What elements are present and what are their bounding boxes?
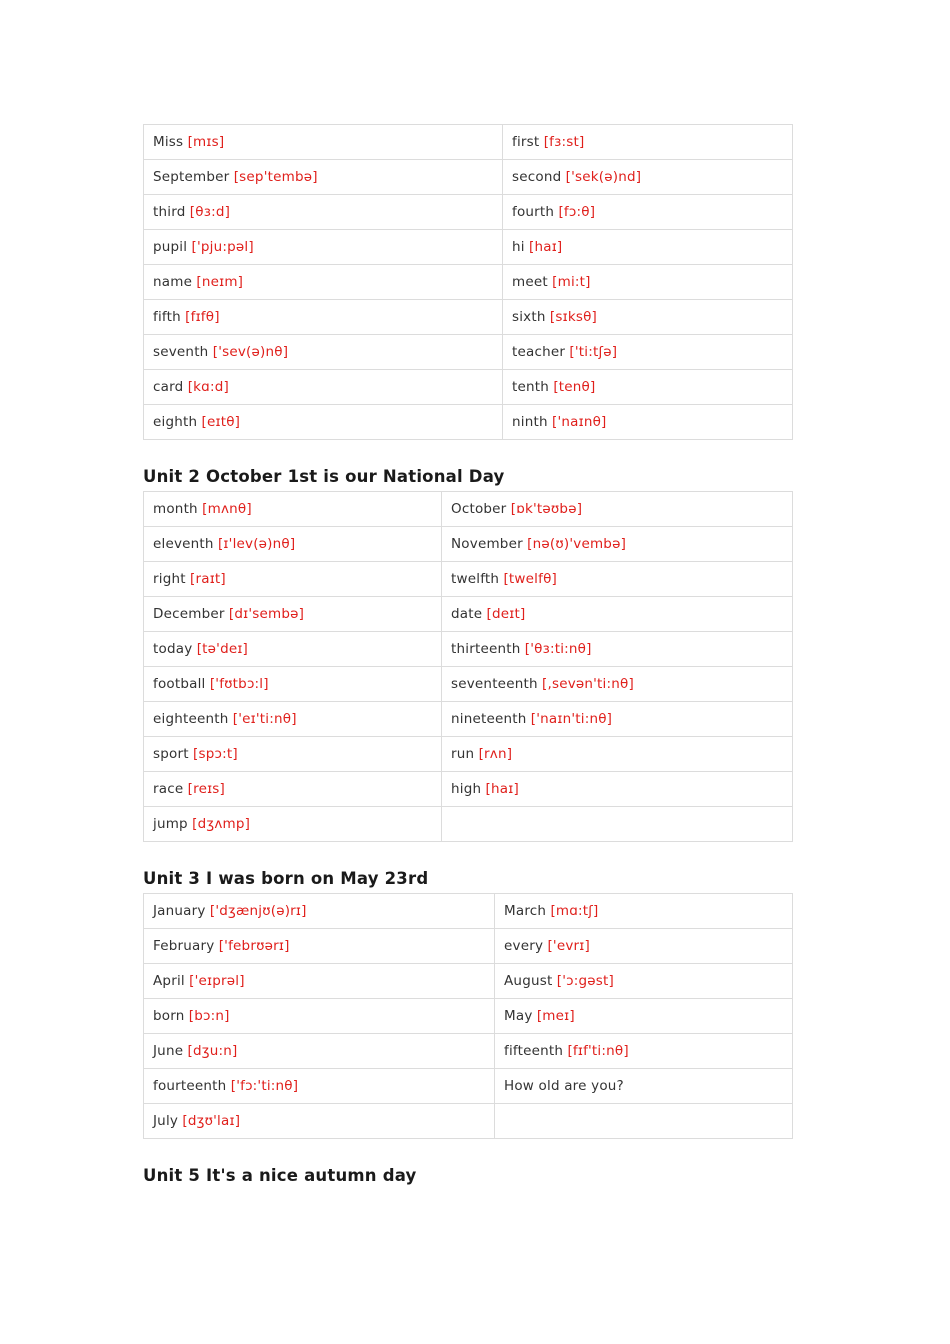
word-text: seventh	[153, 344, 209, 360]
table-row	[144, 597, 793, 632]
phonetic-text: ['sek(ə)nd]	[565, 169, 642, 185]
word-text: pupil	[153, 239, 188, 255]
vocab-cell	[144, 807, 442, 842]
phonetic-text: ['ti:tʃə]	[569, 344, 618, 360]
vocab-cell	[503, 160, 793, 195]
word-text: nineteenth	[451, 711, 527, 727]
phonetic-text: [twelfθ]	[503, 571, 557, 587]
phonetic-text: [θɜ:d]	[189, 204, 231, 220]
vocab-cell	[144, 230, 503, 265]
word-text: sixth	[512, 309, 546, 325]
vocab-cell	[144, 964, 495, 999]
vocab-cell	[144, 597, 442, 632]
word-text: fourteenth	[153, 1078, 227, 1094]
phonetic-text: [mɑ:tʃ]	[550, 903, 599, 919]
word-text: seventeenth	[451, 676, 538, 692]
table-body	[144, 125, 793, 440]
table-row	[144, 894, 793, 929]
phonetic-text: [mɪs]	[187, 134, 225, 150]
word-text: high	[451, 781, 482, 797]
word-text: born	[153, 1008, 185, 1024]
phonetic-text: [dʒʌmp]	[192, 816, 251, 832]
vocab-cell	[144, 999, 495, 1034]
phonetic-text: [raɪt]	[190, 571, 226, 587]
vocab-cell	[144, 702, 442, 737]
phonetic-text: ['naɪn'ti:nθ]	[530, 711, 613, 727]
vocab-cell	[503, 335, 793, 370]
vocab-cell	[495, 999, 793, 1034]
phonetic-text: [spɔ:t]	[193, 746, 238, 762]
phonetic-text: [dʒʊ'laɪ]	[182, 1113, 241, 1129]
table-row	[144, 230, 793, 265]
table-row	[144, 807, 793, 842]
vocab-cell	[503, 300, 793, 335]
word-text: teacher	[512, 344, 566, 360]
table-row	[144, 160, 793, 195]
vocab-cell	[144, 160, 503, 195]
table-row	[144, 1034, 793, 1069]
word-text: third	[153, 204, 186, 220]
vocab-cell	[144, 1104, 495, 1139]
vocab-cell	[442, 772, 793, 807]
word-text: September	[153, 169, 230, 185]
table-row	[144, 405, 793, 440]
vocab-cell	[495, 1069, 793, 1104]
vocab-cell	[442, 597, 793, 632]
phonetic-text: [tə'deɪ]	[196, 641, 249, 657]
vocab-cell	[495, 964, 793, 999]
vocab-cell	[442, 667, 793, 702]
vocab-cell	[144, 894, 495, 929]
word-text: How old are you?	[504, 1078, 624, 1094]
word-text: fifteenth	[504, 1043, 564, 1059]
empty-cell	[442, 807, 793, 842]
word-text: twelfth	[451, 571, 500, 587]
vocab-cell	[144, 772, 442, 807]
document-page	[143, 124, 792, 1190]
word-text: today	[153, 641, 193, 657]
word-text: June	[153, 1043, 184, 1059]
word-text: July	[153, 1113, 179, 1129]
word-text: fifth	[153, 309, 181, 325]
phonetic-text: ['sev(ə)nθ]	[212, 344, 289, 360]
word-text: right	[153, 571, 186, 587]
vocab-cell	[144, 527, 442, 562]
vocab-cell	[442, 492, 793, 527]
phonetic-text: ['naɪnθ]	[552, 414, 607, 430]
vocab-cell	[503, 195, 793, 230]
vocab-cell	[442, 562, 793, 597]
word-text: eleventh	[153, 536, 214, 552]
vocab-table-unit-2	[143, 491, 793, 842]
phonetic-text: [ɪ'lev(ə)nθ]	[217, 536, 296, 552]
phonetic-text: [sɪksθ]	[549, 309, 598, 325]
vocab-cell	[442, 527, 793, 562]
word-text: name	[153, 274, 193, 290]
vocab-cell	[144, 929, 495, 964]
table-row	[144, 929, 793, 964]
vocab-cell	[144, 562, 442, 597]
word-text: fourth	[512, 204, 555, 220]
phonetic-text: [dɪ'sembə]	[228, 606, 305, 622]
word-text: October	[451, 501, 507, 517]
phonetic-text: [tenθ]	[553, 379, 596, 395]
phonetic-text: [deɪt]	[486, 606, 526, 622]
phonetic-text: [mʌnθ]	[202, 501, 252, 517]
word-text: jump	[153, 816, 188, 832]
vocab-cell	[144, 1034, 495, 1069]
word-text: eighteenth	[153, 711, 229, 727]
vocab-cell	[144, 335, 503, 370]
vocab-table-unit-1	[143, 124, 793, 440]
phonetic-text: [meɪ]	[536, 1008, 575, 1024]
word-text: November	[451, 536, 523, 552]
vocab-cell	[144, 300, 503, 335]
vocab-cell	[144, 1069, 495, 1104]
vocab-cell	[503, 125, 793, 160]
word-text: meet	[512, 274, 548, 290]
phonetic-text: [fɪf'ti:nθ]	[567, 1043, 629, 1059]
table-row	[144, 527, 793, 562]
phonetic-text: ['eɪprəl]	[189, 973, 245, 989]
word-text: date	[451, 606, 483, 622]
phonetic-text: [dʒu:n]	[187, 1043, 238, 1059]
table-row	[144, 1104, 793, 1139]
word-text: football	[153, 676, 206, 692]
vocab-cell	[495, 1034, 793, 1069]
word-text: run	[451, 746, 475, 762]
word-text: May	[504, 1008, 533, 1024]
table-row	[144, 1069, 793, 1104]
table-row	[144, 370, 793, 405]
word-text: every	[504, 938, 544, 954]
vocab-cell	[144, 370, 503, 405]
phonetic-text: [reɪs]	[187, 781, 225, 797]
phonetic-text: ['evrɪ]	[547, 938, 590, 954]
word-text: race	[153, 781, 184, 797]
word-text: sport	[153, 746, 189, 762]
unit-2-heading: Unit 2 October 1st is our National Day	[143, 467, 505, 486]
table-row	[144, 999, 793, 1034]
table-row	[144, 772, 793, 807]
word-text: ninth	[512, 414, 548, 430]
phonetic-text: [eɪtθ]	[201, 414, 241, 430]
table-row	[144, 702, 793, 737]
vocab-cell	[442, 702, 793, 737]
phonetic-text: [haɪ]	[529, 239, 563, 255]
empty-cell	[495, 1104, 793, 1139]
word-text: eighth	[153, 414, 198, 430]
table-row	[144, 195, 793, 230]
phonetic-text: [fɪfθ]	[185, 309, 220, 325]
phonetic-text: ['dʒænjʊ(ə)rɪ]	[209, 903, 307, 919]
phonetic-text: ['febrʊərɪ]	[218, 938, 290, 954]
phonetic-text: [rʌn]	[478, 746, 513, 762]
phonetic-text: [neɪm]	[196, 274, 244, 290]
table-row	[144, 737, 793, 772]
phonetic-text: [,sevən'ti:nθ]	[542, 676, 634, 692]
phonetic-text: ['pju:pəl]	[191, 239, 254, 255]
word-text: hi	[512, 239, 525, 255]
word-text: December	[153, 606, 225, 622]
word-text: month	[153, 501, 198, 517]
vocab-cell	[503, 230, 793, 265]
word-text: Miss	[153, 134, 184, 150]
table-row	[144, 964, 793, 999]
table-row	[144, 667, 793, 702]
phonetic-text: ['fʊtbɔ:l]	[209, 676, 269, 692]
phonetic-text: ['θɜ:ti:nθ]	[524, 641, 592, 657]
phonetic-text: [nə(ʊ)'vembə]	[527, 536, 627, 552]
table-body	[144, 492, 793, 842]
table-row	[144, 335, 793, 370]
word-text: August	[504, 973, 553, 989]
phonetic-text: [fɜ:st]	[543, 134, 585, 150]
vocab-cell	[503, 405, 793, 440]
word-text: thirteenth	[451, 641, 521, 657]
vocab-cell	[144, 632, 442, 667]
unit-3-heading: Unit 3 I was born on May 23rd	[143, 869, 429, 888]
vocab-cell	[495, 929, 793, 964]
table-row	[144, 300, 793, 335]
table-row	[144, 632, 793, 667]
word-text: second	[512, 169, 562, 185]
phonetic-text: [bɔ:n]	[188, 1008, 230, 1024]
phonetic-text: [kɑ:d]	[187, 379, 229, 395]
table-row	[144, 492, 793, 527]
word-text: card	[153, 379, 184, 395]
phonetic-text: [ɒk'təʊbə]	[510, 501, 583, 517]
vocab-cell	[503, 265, 793, 300]
vocab-cell	[144, 265, 503, 300]
vocab-table-unit-3	[143, 893, 793, 1139]
word-text: April	[153, 973, 185, 989]
phonetic-text: [haɪ]	[485, 781, 519, 797]
word-text: January	[153, 903, 206, 919]
word-text: February	[153, 938, 215, 954]
vocab-cell	[144, 125, 503, 160]
phonetic-text: ['fɔ:'ti:nθ]	[230, 1078, 299, 1094]
phonetic-text: [sep'tembə]	[233, 169, 318, 185]
phonetic-text: ['eɪ'ti:nθ]	[232, 711, 297, 727]
unit-5-heading: Unit 5 It's a nice autumn day	[143, 1166, 417, 1185]
table-row	[144, 125, 793, 160]
word-text: tenth	[512, 379, 550, 395]
vocab-cell	[495, 894, 793, 929]
vocab-cell	[144, 405, 503, 440]
vocab-cell	[144, 195, 503, 230]
vocab-cell	[503, 370, 793, 405]
word-text: March	[504, 903, 547, 919]
phonetic-text: [mi:t]	[552, 274, 591, 290]
vocab-cell	[144, 737, 442, 772]
vocab-cell	[144, 667, 442, 702]
vocab-cell	[442, 737, 793, 772]
vocab-cell	[442, 632, 793, 667]
vocab-cell	[144, 492, 442, 527]
table-row	[144, 265, 793, 300]
word-text: first	[512, 134, 540, 150]
table-body	[144, 894, 793, 1139]
phonetic-text: [fɔ:θ]	[558, 204, 596, 220]
table-row	[144, 562, 793, 597]
phonetic-text: ['ɔ:gəst]	[556, 973, 614, 989]
